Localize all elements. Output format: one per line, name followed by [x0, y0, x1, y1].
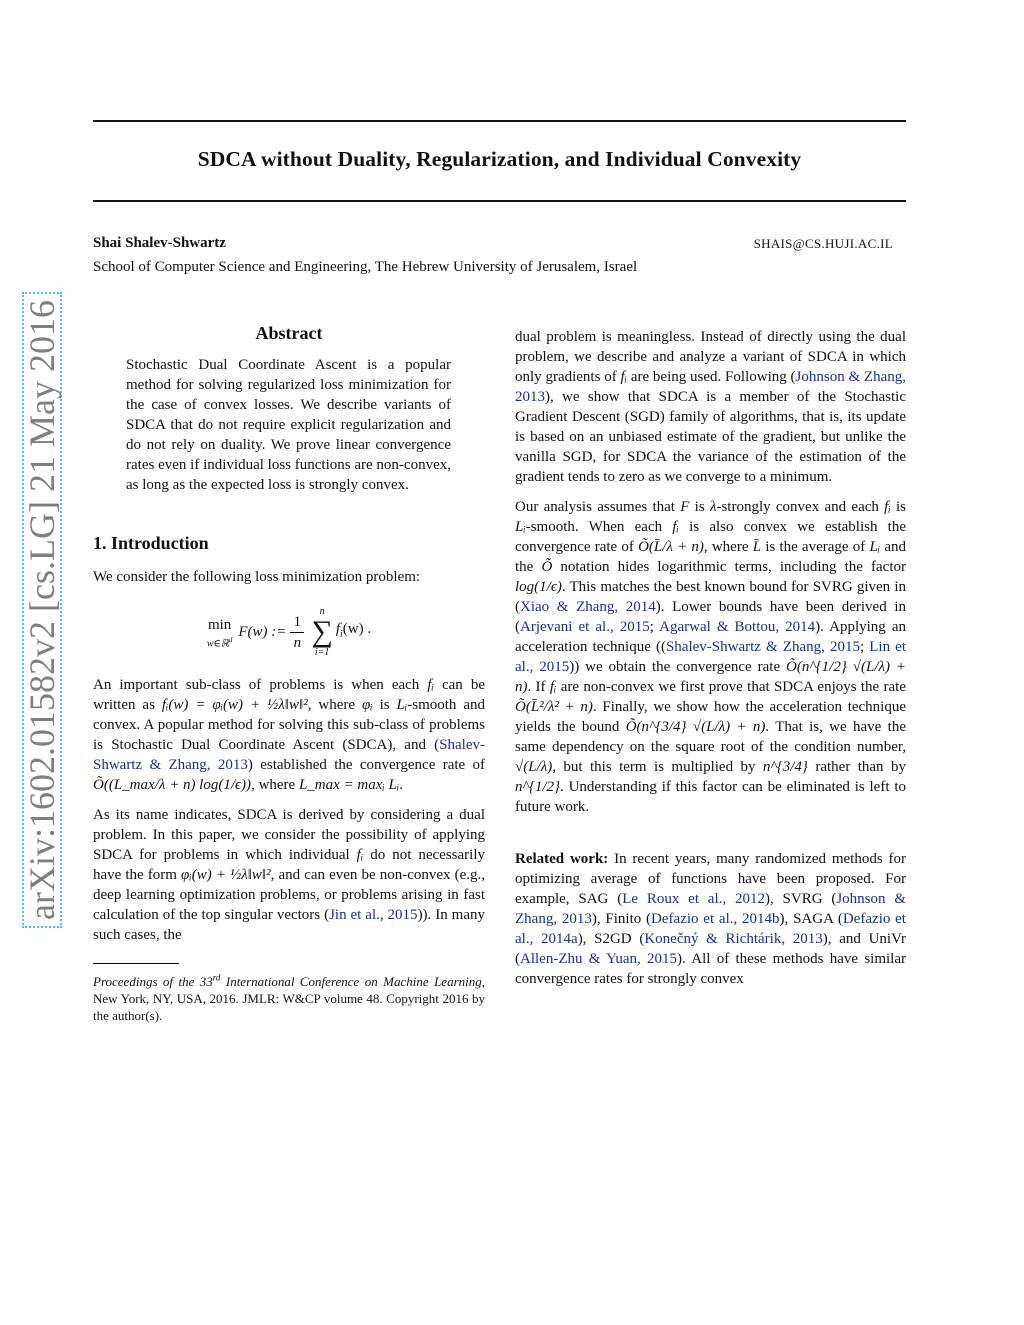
author-email[interactable]: SHAIS@CS.HUJI.AC.IL — [753, 236, 893, 251]
citation-link[interactable]: Xiao & Zhang, 2014 — [520, 599, 656, 615]
arxiv-identifier-stamp[interactable]: arXiv:1602.01582v2 [cs.LG] 21 May 2016 — [22, 292, 62, 928]
related-work-paragraph: Related work: In recent years, many randomized methods for optimizing average of functions have been proposed. For example, SAG (Le Roux et al., 2012), SVRG (Johnson & Zhang, 2013), Finito (Defazio et al., 2014b), SAGA (Defazio et al., 2014a), S2GD (Konečný & Richtárik, 2013), and UniVr (Allen-Zhu & Yuan, 2015). All of these methods have similar convergence rates for strongly convex — [515, 851, 907, 987]
title-bottom-rule — [93, 200, 906, 202]
right-column — [515, 327, 906, 999]
loss-minimization-equation — [93, 597, 485, 667]
right-paragraph-1: dual problem is meaningless. Instead of directly using the dual problem, we describe and analyze a variant of SDCA in which only gradients of fᵢ are being used. Following (Johnson & Zhang, 2013), we show that SDCA is a member of the Stochastic Gradient Descent (SGD) family of algorithms, that is, its update is based on an unbiased estimate of the gradient, but unlike the vanilla SGD, for SDCA the variance of the estimation of the gradient tends to zero as we converge to a minimum. — [515, 329, 906, 485]
citation-link[interactable]: Shalev-Shwartz & Zhang, 2015 — [665, 639, 860, 655]
abstract-heading: Abstract — [255, 323, 323, 343]
citation-link[interactable]: Johnson & Zhang, 2013 — [515, 369, 906, 405]
citation-link[interactable]: Defazio et al., 2014a — [515, 911, 906, 947]
citation-link[interactable]: Le Roux et al., 2012 — [622, 891, 765, 907]
summation-operator: n ∑ i=1 — [311, 606, 333, 658]
intro-paragraph-2: An important sub-class of problems is when each fᵢ can be written as fᵢ(w) = φᵢ(w) + ½λ‖w‖², where φᵢ is Lᵢ-smooth and convex. A popular method for solving this sub-class of problems is Stochastic Dual Coordinate Ascent (SDCA), and (Shalev-Shwartz & Zhang, 2013) established the convergence rate of Õ((L_max/λ + n) log(1/ϵ)), where L_max = maxᵢ Lᵢ. — [93, 677, 486, 793]
top-rule — [93, 120, 906, 122]
introduction-heading: 1. Introduction — [93, 533, 209, 553]
footnote: Proceedings of the 33rd International Conference on Machine Learning, New York, NY, USA, 2016. JMLR: W&CP volume 48. Copyright 2016 by the author(s). — [93, 973, 485, 1024]
citation-link[interactable]: Defazio et al., 2014b — [651, 911, 780, 927]
equation-fraction: $\frac{1}{n}$ — [290, 612, 304, 653]
author-name: Shai Shalev-Shwartz — [93, 235, 226, 251]
equation-lhs: F(w) := — [238, 624, 287, 640]
citation-link[interactable]: Konečný & Richtárik, 2013 — [644, 931, 823, 947]
paper-title: SDCA without Duality, Regularization, and Individual Convexity — [197, 147, 802, 171]
footnote-rule — [93, 963, 179, 964]
intro-paragraph-3: As its name indicates, SDCA is derived by considering a dual problem. In this paper, we consider the possibility of applying SDCA for problems in which individual fᵢ do not necessarily have the form φᵢ(w) + ½λ‖w‖², and can even be non-convex (e.g., deep learning optimization problems, or problems arising in fast calculation of the top singular vectors (Jin et al., 2015)). In many such cases, the — [93, 807, 486, 943]
left-column — [93, 320, 485, 1024]
citation-link[interactable]: Lin et al., 2015 — [515, 639, 907, 675]
abstract-body: Stochastic Dual Coordinate Ascent is a popular method for solving regularized loss minimization for the case of convex losses. We describe variants of SDCA that do not require explicit regularization and do not rely on duality. We prove linear convergence rates even if individual loss functions are non-convex, as long as the expected loss is strongly convex. — [126, 357, 451, 493]
intro-paragraph-1: We consider the following loss minimization problem: — [93, 569, 421, 585]
citation-link[interactable]: Johnson & Zhang, 2013 — [515, 891, 907, 927]
equation-term: $f_i(w)$ . — [335, 621, 372, 640]
right-paragraph-2: Our analysis assumes that F is λ-strongly convex and each fᵢ is Lᵢ-smooth. When each fᵢ is also convex we establish the convergence rate of Õ(L̄/λ + n), where L̄ is the average of Lᵢ and the Õ notation hides logarithmic terms, including the factor log(1/ϵ). This matches the best known bound for SVRG given in (Xiao & Zhang, 2014). Lower bounds have been derived in (Arjevani et al., 2015; Agarwal & Bottou, 2014). Applying an acceleration technique ((Shalev-Shwartz & Zhang, 2015; Lin et al., 2015)) we obtain the convergence rate Õ(n^{1/2} √(L/λ) + n). If fᵢ are non-convex we first prove that SDCA enjoys the rate Õ(L̄²/λ² + n). Finally, we show how the acceleration technique yields the bound Õ(n^{3/4} √(L/λ) + n). That is, we have the same dependency on the square root of the condition number, √(L/λ), but this term is multiplied by n^{3/4} rather than by n^{1/2}. Understanding if this factor can be eliminated is left to future work. — [515, 499, 907, 815]
related-work-heading: Related work: — [515, 851, 609, 867]
min-operator: min w∈ℝ$^d$ — [206, 616, 233, 650]
citation-link[interactable]: Agarwal & Bottou, 2014 — [659, 619, 816, 635]
citation-link[interactable]: Jin et al., 2015 — [329, 907, 418, 923]
citation-link[interactable]: Allen-Zhu & Yuan, 2015 — [520, 951, 678, 967]
author-affiliation: School of Computer Science and Engineering, The Hebrew University of Jerusalem, Israel — [93, 259, 638, 275]
citation-link[interactable]: Shalev-Shwartz & Zhang, 2013 — [93, 737, 485, 773]
citation-link[interactable]: Arjevani et al., 2015 — [520, 619, 650, 635]
